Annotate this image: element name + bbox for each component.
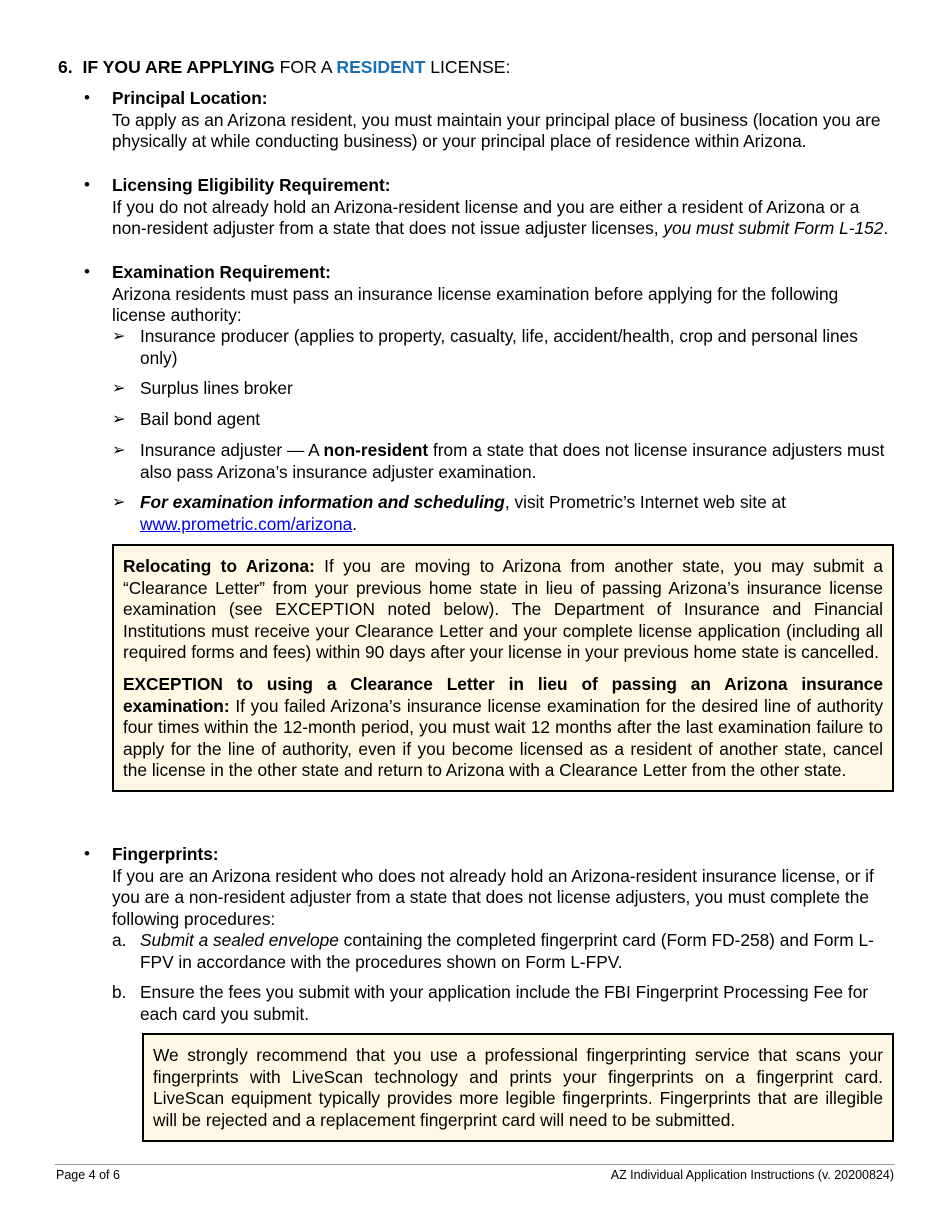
- section-number: 6.: [58, 57, 73, 77]
- section-heading: [58, 56, 510, 78]
- page-number: Page 4 of 6: [56, 1168, 120, 1182]
- exam-item4-pre: Insurance adjuster — A: [140, 440, 324, 460]
- exam-item5-text: , visit Prometric’s Internet web site at: [504, 492, 786, 512]
- arrow-bullet-icon: ➢: [112, 380, 126, 397]
- fingerprints-title: Fingerprints:: [112, 844, 219, 864]
- exam-item4-bold: non-resident: [323, 440, 429, 460]
- exam-list-item: [112, 326, 890, 369]
- exam-title: Examination Requirement:: [112, 262, 331, 282]
- exam-item-text: Bail bond agent: [140, 409, 261, 429]
- arrow-bullet-icon: ➢: [112, 494, 126, 511]
- arrow-bullet-icon: ➢: [112, 411, 126, 428]
- heading-plain-2: LICENSE:: [425, 57, 511, 77]
- step-b-text: Ensure the fees you submit with your application include the FBI Fingerprint Processing Fee for each card you submit.: [140, 982, 869, 1024]
- document-version: AZ Individual Application Instructions (v. 20200824): [610, 1168, 894, 1182]
- prometric-link[interactable]: www.prometric.com/arizona: [140, 513, 353, 534]
- exam-item-text: Insurance producer (applies to property, casualty, life, accident/health, crop and personal lines only): [140, 326, 858, 368]
- heading-plain-1: FOR A: [274, 57, 337, 77]
- principal-text: To apply as an Arizona resident, you must maintain your principal place of business (location you are physically at while conducting business) or your principal place of residence within Arizona.: [112, 109, 881, 152]
- exam-list-item: [112, 409, 890, 431]
- eligibility-item: [84, 175, 892, 240]
- exam-item5-bold-italic: For examination information and scheduling: [140, 492, 505, 512]
- relocating-paragraph: [123, 556, 883, 664]
- eligibility-italic: you must submit Form L-152: [663, 218, 884, 239]
- arrow-bullet-icon: ➢: [112, 442, 126, 459]
- step-a-italic: Submit a sealed envelope: [140, 930, 339, 950]
- eligibility-text-block: [112, 197, 892, 240]
- principal-location-item: [84, 88, 892, 153]
- recommendation-text: We strongly recommend that you use a professional fingerprinting service that scans your fingerprints with LiveScan technology and prints your fingerprints on a fingerprint card. LiveScan equipment typically provides more legible fingerprints. Fingerprints that are illegible will be rejected and a replacement fingerprint card will need to be submitted.: [153, 1045, 883, 1130]
- heading-resident: RESIDENT: [336, 57, 426, 77]
- exam-list-item: [112, 378, 890, 400]
- exam-item5-end: .: [352, 513, 358, 534]
- exception-text: If you failed Arizona’s insurance license examination for the desired line of authority four times within the 12-month period, you must wait 12 months after the last examination failure to apply for the line of authority, even if you become licensed as a resident of another state, cancel the license in the other state and return to Arizona with a Clearance Letter from the other state.: [123, 695, 883, 781]
- fingerprint-step-b: [112, 982, 890, 1025]
- step-a-text: containing the completed fingerprint card (Form FD-258) and Form L-FPV in accordance with the procedures shown on Form L-FPV.: [140, 930, 874, 972]
- footer-divider: [55, 1164, 895, 1165]
- arrow-bullet-icon: ➢: [112, 328, 126, 345]
- eligibility-end: .: [883, 218, 889, 239]
- relocating-title: Relocating to Arizona:: [123, 556, 315, 576]
- exam-item4-post: from a state that does not license insurance adjusters must also pass Arizona’s insurance adjuster examination.: [140, 440, 885, 482]
- step-b-label: b.: [112, 982, 127, 1002]
- relocating-notice-box: [112, 544, 894, 792]
- fingerprint-recommendation-box: [142, 1033, 894, 1142]
- exam-list-item: [112, 492, 890, 535]
- eligibility-text: If you do not already hold an Arizona-resident license and you are either a resident of Arizona or a non-resident adjuster from a state that does not issue adjuster licenses,: [112, 196, 860, 239]
- exam-text: Arizona residents must pass an insurance license examination before applying for the following license authority:: [112, 283, 839, 326]
- exception-title: EXCEPTION to using a Clearance Letter in lieu of passing an Arizona insurance examination:: [123, 673, 883, 716]
- exam-item-text: Surplus lines broker: [140, 378, 293, 398]
- bullet-icon: •: [84, 175, 90, 194]
- eligibility-title: Licensing Eligibility Requirement:: [112, 175, 391, 195]
- bullet-icon: •: [84, 88, 90, 107]
- bullet-icon: •: [84, 844, 90, 863]
- fingerprints-text: If you are an Arizona resident who does not already hold an Arizona-resident insurance license, or if you are a non-resident adjuster from a state that does not license adjusters, you must complete the following procedures:: [112, 865, 874, 929]
- heading-bold: IF YOU ARE APPLYING: [82, 57, 275, 77]
- principal-title: Principal Location:: [112, 88, 268, 108]
- examination-item: [84, 262, 892, 327]
- fingerprint-step-a: [112, 930, 890, 973]
- bullet-icon: •: [84, 262, 90, 281]
- step-a-label: a.: [112, 930, 127, 950]
- fingerprints-item: [84, 844, 892, 930]
- exam-list-item: [112, 440, 890, 483]
- exception-paragraph: [123, 674, 883, 782]
- relocating-text: If you are moving to Arizona from another state, you may submit a “Clearance Letter” from your previous home state in lieu of passing Arizona’s insurance license examination (see EXCEPTION noted below). The Department of Insurance and Financial Institutions must receive your Clearance Letter and your complete license application (including all required forms and fees) within 90 days after your license in your previous home state is cancelled.: [123, 556, 883, 663]
